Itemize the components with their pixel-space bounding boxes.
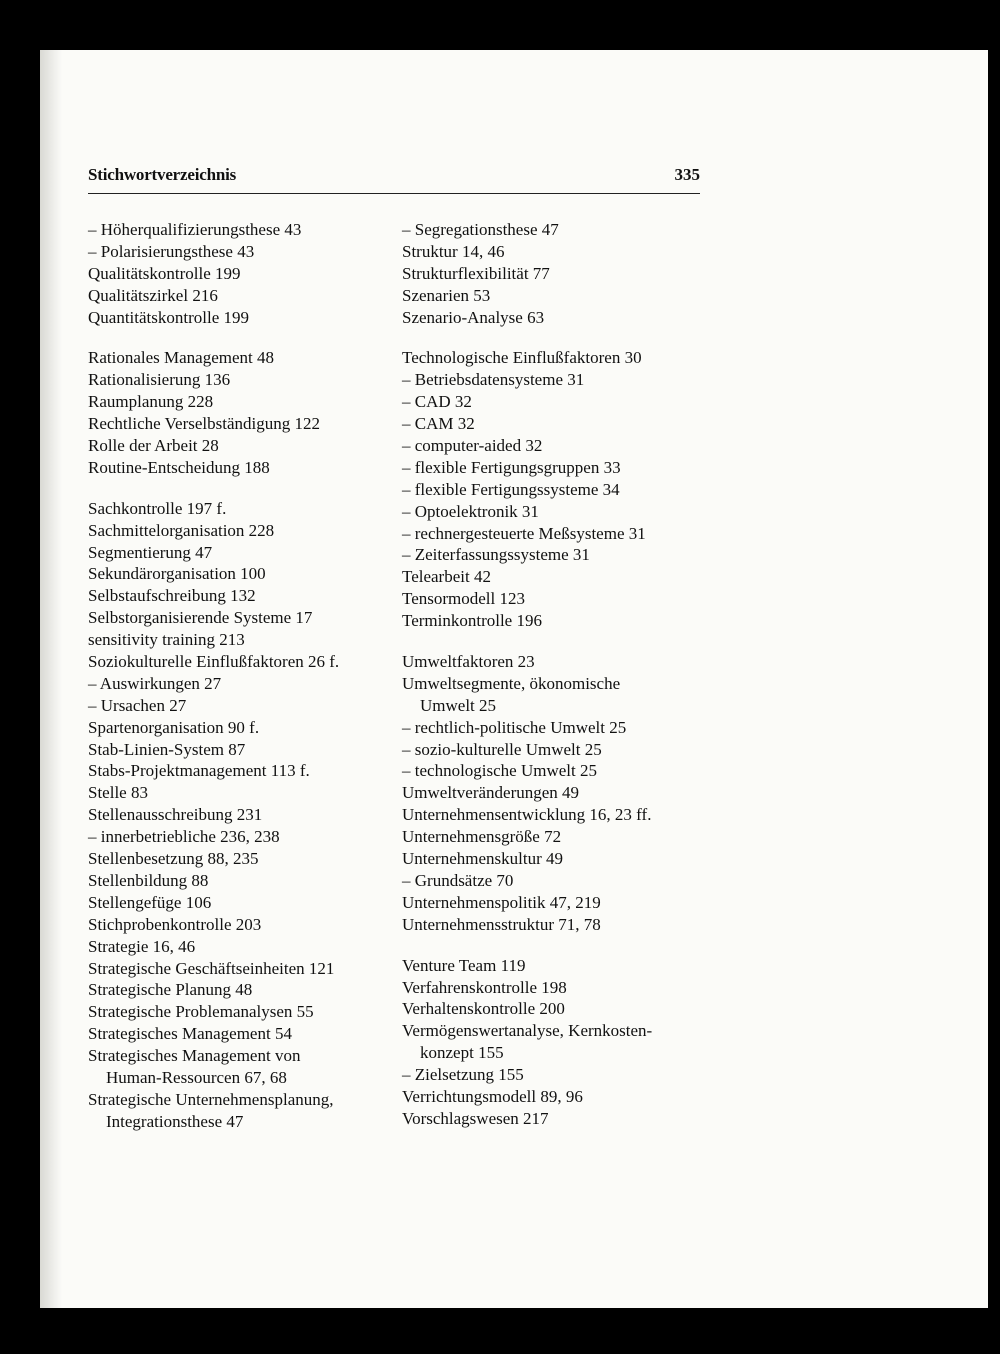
index-entry: Stellenbesetzung 88, 235 [88, 849, 259, 869]
index-entry: Umweltfaktoren 23 [402, 652, 535, 672]
index-entry: Stabs-Projektmanagement 113 f. [88, 761, 310, 781]
index-entry: Strategisches Management 54 [88, 1024, 292, 1044]
book-page [40, 50, 988, 1308]
section-gap [402, 328, 702, 347]
index-entry: – innerbetriebliche 236, 238 [88, 827, 280, 847]
index-entry: Sachkontrolle 197 f. [88, 498, 227, 518]
index-entry: – Zeiterfassungssysteme 31 [402, 545, 590, 565]
index-entry: Strategie 16, 46 [88, 936, 196, 956]
index-entry: Sekundärorganisation 100 [88, 564, 266, 584]
index-entry: – Segregationsthese 47 [402, 220, 559, 239]
index-entry: – Betriebsdatensysteme 31 [402, 370, 585, 390]
index-entry: Qualitätskontrolle 199 [88, 263, 241, 283]
index-entry: Unternehmensgröße 72 [402, 827, 562, 847]
index-entry: Stelle 83 [88, 783, 148, 803]
index-entry: Strategische Planung 48 [88, 980, 253, 1000]
index-entry: Struktur 14, 46 [402, 241, 505, 261]
index-entry: Strategische Unternehmensplanung, [88, 1089, 334, 1109]
index-entry: Vorschlagswesen 217 [402, 1108, 549, 1128]
index-entry: – rechnergesteuerte Meßsysteme 31 [402, 523, 646, 543]
index-entry: Quantitätskontrolle 199 [88, 307, 250, 327]
index-entry: Routine-Entscheidung 188 [88, 457, 270, 477]
index-entry: Stab-Linien-System 87 [88, 739, 246, 759]
index-entry: – Höherqualifizierungsthese 43 [88, 220, 302, 239]
section-gap [402, 632, 702, 651]
index-entry: Strategische Geschäftseinheiten 121 [88, 958, 335, 978]
index-entry: Rationales Management 48 [88, 348, 275, 368]
gutter-shadow [40, 50, 62, 1308]
index-entry: Vermögenswertanalyse, Kernkosten- [402, 1021, 653, 1041]
running-head-title: Stichwortverzeichnis [88, 165, 237, 184]
index-entry: Raumplanung 228 [88, 392, 214, 412]
index-entry: Telearbeit 42 [402, 567, 491, 587]
index-entry: – Grundsätze 70 [402, 870, 514, 890]
index-entry: Umweltveränderungen 49 [402, 783, 580, 803]
index-entry: – CAM 32 [402, 414, 475, 434]
index-entry: Verhaltenskontrolle 200 [402, 999, 565, 1019]
index-entry: – computer-aided 32 [402, 436, 543, 456]
index-entry: Selbstaufschreibung 132 [88, 586, 256, 606]
index-column-right [402, 219, 702, 1130]
index-entry: Soziokulturelle Einflußfaktoren 26 f. [88, 652, 340, 672]
index-entry: Qualitätszirkel 216 [88, 285, 218, 305]
index-entry-continuation: Integrationsthese 47 [106, 1111, 244, 1131]
index-entry: Terminkontrolle 196 [402, 611, 542, 631]
index-entry: sensitivity training 213 [88, 630, 245, 650]
index-entry: – flexible Fertigungssysteme 34 [402, 479, 620, 499]
index-entry: Stellenbildung 88 [88, 870, 209, 890]
index-entry: Stichprobenkontrolle 203 [88, 914, 262, 934]
page-number: 335 [674, 165, 700, 184]
section-gap [402, 936, 702, 955]
index-entry: Rationalisierung 136 [88, 370, 231, 390]
index-entry: Umweltsegmente, ökonomische [402, 673, 621, 693]
index-entry: – Polarisierungsthese 43 [88, 241, 255, 261]
index-entry: Unternehmenspolitik 47, 219 [402, 892, 601, 912]
index-entry: – Zielsetzung 155 [402, 1065, 524, 1085]
index-entry: – flexible Fertigungsgruppen 33 [402, 457, 621, 477]
index-entry: Szenario-Analyse 63 [402, 307, 545, 327]
index-entry: – Ursachen 27 [88, 695, 187, 715]
index-entry: Stellenausschreibung 231 [88, 805, 263, 825]
index-entry-continuation: Human-Ressourcen 67, 68 [106, 1067, 287, 1087]
index-entry: Stellengefüge 106 [88, 892, 212, 912]
index-entry: Tensormodell 123 [402, 589, 525, 609]
index-entry: – rechtlich-politische Umwelt 25 [402, 717, 627, 737]
index-entry: Segmentierung 47 [88, 542, 213, 562]
index-entry: – Optoelektronik 31 [402, 501, 539, 521]
index-entry: Strategisches Management von [88, 1046, 301, 1066]
index-entry: – Auswirkungen 27 [88, 673, 222, 693]
index-entry: Rechtliche Verselbständigung 122 [88, 414, 320, 434]
index-entry: – technologische Umwelt 25 [402, 761, 597, 781]
index-entry: Verfahrenskontrolle 198 [402, 977, 567, 997]
index-entry: Sachmittelorganisation 228 [88, 520, 275, 540]
section-gap [88, 328, 388, 347]
running-head [88, 163, 700, 194]
index-entry: Selbstorganisierende Systeme 17 [88, 608, 313, 628]
index-entry-continuation: konzept 155 [420, 1043, 504, 1063]
index-entry: Unternehmensentwicklung 16, 23 ff. [402, 805, 652, 825]
index-entry: – CAD 32 [402, 392, 472, 412]
index-entry: Strukturflexibilität 77 [402, 263, 550, 283]
index-column-left [88, 219, 388, 1133]
section-gap [88, 479, 388, 498]
index-entry: Unternehmenskultur 49 [402, 849, 563, 869]
index-entry: Unternehmensstruktur 71, 78 [402, 914, 601, 934]
index-entry: Venture Team 119 [402, 955, 526, 975]
index-entry: – sozio-kulturelle Umwelt 25 [402, 739, 602, 759]
index-entry: Spartenorganisation 90 f. [88, 717, 260, 737]
index-entry: Rolle der Arbeit 28 [88, 436, 219, 456]
index-entry-continuation: Umwelt 25 [420, 695, 497, 715]
index-entry: Verrichtungsmodell 89, 96 [402, 1086, 583, 1106]
index-entry: Szenarien 53 [402, 285, 491, 305]
index-entry: Technologische Einflußfaktoren 30 [402, 348, 642, 368]
index-entry: Strategische Problemanalysen 55 [88, 1002, 314, 1022]
